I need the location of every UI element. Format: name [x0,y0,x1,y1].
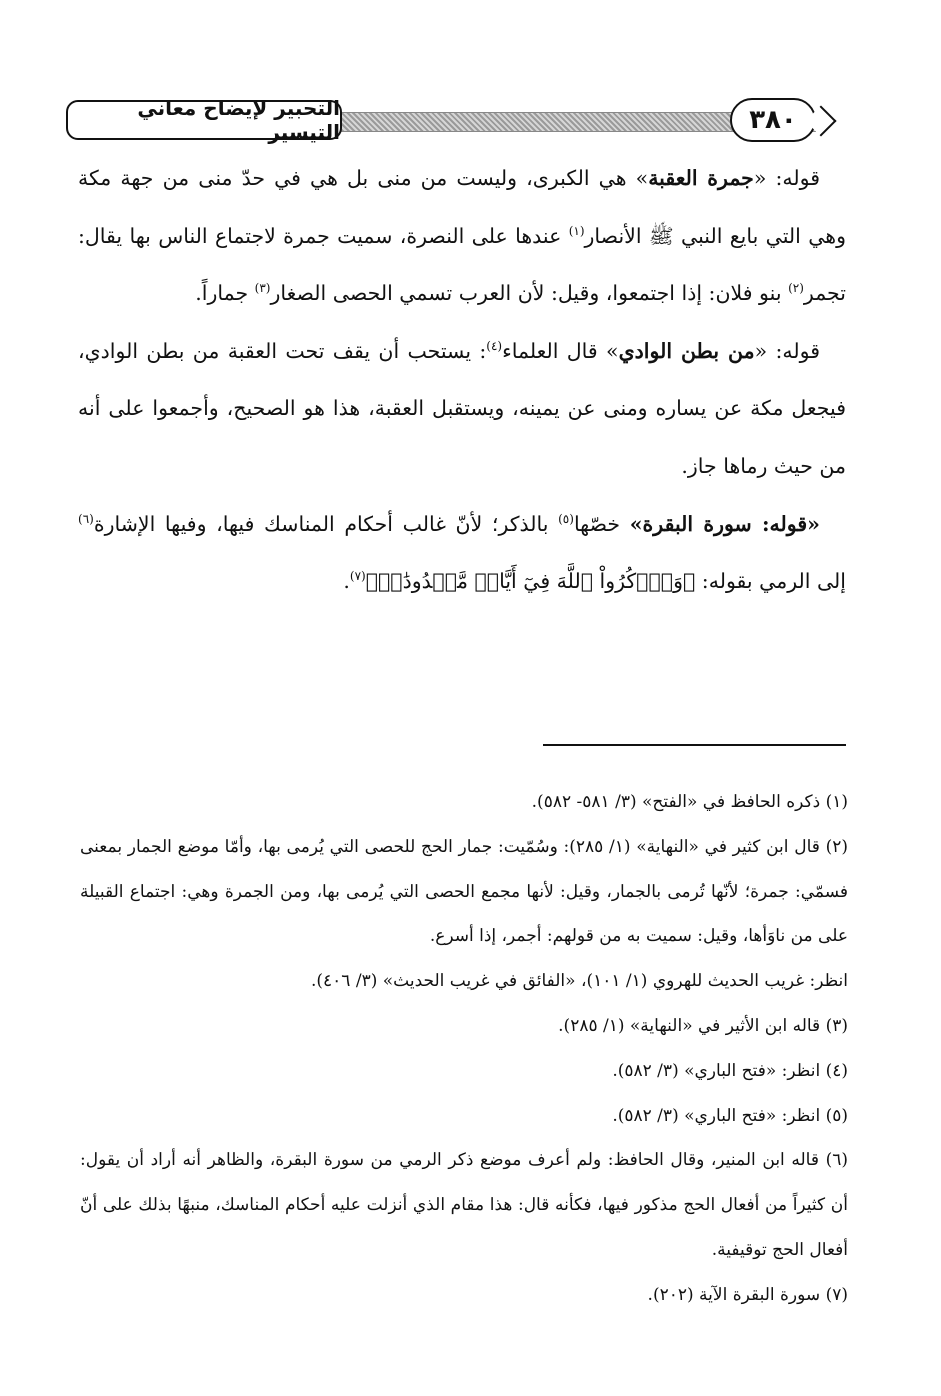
main-text [78,150,846,611]
footnote-2: (٢) قال ابن كثير في «النهاية» (١/ ٢٨٥): وسُمّيت: جمار الحج للحصى التي يُرمى بها، وأمّا موضع الجمار بمعنى فسمّي: جمرة؛ لأنّها تُرمى بالجمار، وقيل: لأنها مجمع الحصى التي يُرمى بها، ومن الجمرة وهي: اجتماع القبيلة على من ناوَأها، وقيل: سميت به من قولهم: أجمر، إذا أسرع. [80,836,849,947]
text-run: . [343,569,350,594]
footnote-5: (٥) انظر: «فتح الباري» (٣/ ٥٨٢). [612,1105,848,1126]
footnote-ref[interactable]: (٥) [558,511,574,526]
footnote-4: (٤) انظر: «فتح الباري» (٣/ ٥٨٢). [612,1060,848,1081]
footnote-ref[interactable]: (٤) [486,338,503,353]
commented-term: جمرة العقبة [648,166,754,190]
paragraph-jamrat-al-aqaba [78,150,846,323]
text-run: قوله: « [753,166,820,190]
badge-arrow-tip [805,105,836,136]
footnote-3: (٣) قاله ابن الأثير في «النهاية» (١/ ٢٨٥). [558,1015,848,1036]
footnote-ref[interactable]: (١) [568,223,585,238]
text-run: » قال العلماء [502,338,619,363]
paragraph-surat-al-baqara [78,496,846,611]
commented-term: «قوله: سورة البقرة» [629,511,820,536]
commented-term: من بطن الوادي [618,338,755,363]
page-number: ٣٨٠ [749,105,797,135]
running-title: التحبير لإيضاح معاني التيسير [66,100,342,140]
footnote-ref[interactable]: (٧) [349,569,366,584]
text-run: قوله: « [754,338,821,363]
footnote-6: (٦) قاله ابن المنير، وقال الحافظ: ولم أعرف موضع ذكر الرمي من سورة البقرة، والظاهر أنه أراد أن يقول: أن كثيراً من أفعال الحج مذكور فيها، فكأنه قال: هذا مقام الذي أنزلت عليه أحكام المناسك، منبهًا بذلك على أنّ أفعال الحج توقيفية. [80,1150,848,1260]
text-run: : يستحب أن يقف تحت العقبة من بطن الوادي، فيجعل مكة عن يساره ومنى عن يمينه، ويستقبل العقبة، هذا هو الصحيح، وأجمعوا على أنه من حيث رماها جاز. [78,338,846,478]
footnote-ref[interactable]: (٢) [788,281,804,296]
footnote-7: (٧) سورة البقرة الآية (٢٠٢). [647,1284,848,1305]
text-run: جماراً. [195,281,255,306]
text-run: بنو فلان: إذا اجتمعوا، وقيل: لأن العرب تسمي الحصى الصغار [270,281,789,306]
footnote-separator [543,744,846,746]
text-run: خصّها [573,511,630,536]
text-run: بالذكر؛ لأنّ غالب أحكام المناسك فيها، وفيها الإشارة [93,511,559,536]
page-number-badge [730,98,816,142]
footnote-ref[interactable]: (٦) [78,511,94,526]
text-run: » هي الكبرى، وليست من منى بل هي في حدّ منى من جهة مكة وهي التي بايع النبي ﷺ الأنصار [78,166,846,248]
text-run: إلى الرمي بقوله: ﴿وَٱذۡكُرُواْ ٱللَّهَ فِيٓ أَيَّامٖ مَّعۡدُودَٰتٖ﴾ [365,569,846,594]
footnotes [80,780,848,1318]
page-header [66,94,856,150]
footnote-1: (١) ذكره الحافظ في «الفتح» (٣/ ٥٨١- ٥٨٢). [531,792,848,812]
footnote-2-reference: انظر: غريب الحديث للهروي (١/ ١٠١)، «الفائق في غريب الحديث» (٣/ ٤٠٦). [310,971,848,992]
text-run: عندها على النصرة، سميت جمرة لاجتماع الناس بها يقال: تجمر [78,223,846,306]
footnote-ref[interactable]: (٣) [254,281,271,296]
paragraph-batn-al-wadi [78,323,846,496]
